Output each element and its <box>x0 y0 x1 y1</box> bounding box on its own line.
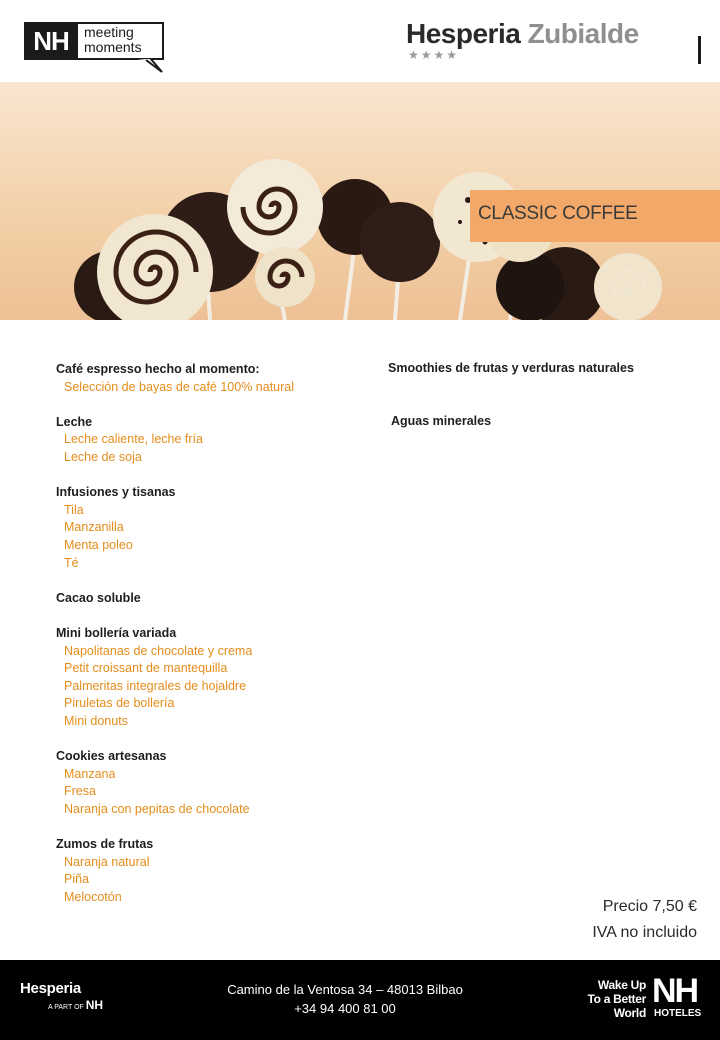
section-title-box <box>470 190 720 242</box>
menu-category-title: Cacao soluble <box>56 590 141 605</box>
menu-item: Leche de soja <box>64 449 142 464</box>
page-title: CLASSIC COFFEE <box>478 203 638 224</box>
footer-slogan <box>586 978 646 1020</box>
menu-item: Melocotón <box>64 889 122 904</box>
footer-part-of-mark: NH <box>85 998 104 1012</box>
section-spacer <box>56 572 386 590</box>
menu-category-title: Mini bollería variada <box>56 625 177 640</box>
menu-category-title: Zumos de frutas <box>56 837 154 852</box>
menu-item: Petit croissant de mantequilla <box>64 661 228 676</box>
hesperia-zubialde-logo <box>406 18 706 68</box>
price-value: Precio 7,50 € <box>602 898 697 915</box>
menu-category-title: Infusiones y tisanas <box>56 485 176 500</box>
menu-item: Fresa <box>64 784 96 799</box>
menu-item: Palmeritas integrales de hojaldre <box>64 678 247 693</box>
menu-category-title: Leche <box>56 414 93 429</box>
hotel-name-part1: Hesperia <box>406 18 521 49</box>
section-spacer <box>56 396 386 414</box>
price-block <box>592 894 697 946</box>
menu-item: Manzanilla <box>64 520 124 535</box>
menu-item: Menta poleo <box>64 537 133 552</box>
menu-item: Naranja natural <box>64 854 150 869</box>
footer <box>0 960 720 1040</box>
menu-item: Mini donuts <box>64 713 128 728</box>
menu-item: Piña <box>64 872 90 887</box>
footer-hesperia-logo: Hesperia <box>20 980 81 997</box>
footer-slogan-line: To a Better <box>587 992 646 1006</box>
menu-item: Té <box>64 555 79 570</box>
menu-item: Piruletas de bollería <box>64 696 175 711</box>
logo-words <box>84 25 142 55</box>
menu-item: Leche caliente, leche fría <box>64 432 203 447</box>
section-spacer <box>56 607 386 625</box>
nh-mark: NH <box>24 22 78 60</box>
footer-nh-mark: NH <box>652 972 698 1010</box>
menu-right-item-smoothies: Smoothies de frutas y verduras naturales <box>388 361 634 375</box>
footer-slogan-line: World <box>613 1006 646 1020</box>
price-tax-note: IVA no incluido <box>592 924 697 941</box>
section-spacer <box>56 467 386 485</box>
section-spacer <box>56 730 386 748</box>
hotel-name-part2: Zubialde <box>527 18 639 49</box>
menu-category-title: Café espresso hecho al momento: <box>56 362 260 376</box>
menu-item: Naranja con pepitas de chocolate <box>64 801 250 816</box>
section-spacer <box>56 818 386 836</box>
footer-phone: +34 94 400 81 00 <box>294 1001 396 1016</box>
menu-item: Selección de bayas de café 100% natural <box>64 379 295 394</box>
hotel-name <box>406 18 706 50</box>
footer-nh-hoteles: HOTELES <box>654 1008 702 1019</box>
footer-slogan-line: Wake Up <box>597 978 646 992</box>
logo-word-meeting: meeting <box>84 24 134 40</box>
speech-tail-icon <box>128 58 166 74</box>
menu-item: Tila <box>64 502 84 517</box>
menu-right-item-aguas: Aguas minerales <box>391 414 492 428</box>
hero-lollipops-image <box>0 82 720 320</box>
menu-left-column <box>56 361 386 906</box>
logo-divider <box>698 36 701 64</box>
menu-item: Manzana <box>64 766 116 781</box>
nh-meeting-moments-logo <box>24 22 166 74</box>
menu-item: Napolitanas de chocolate y crema <box>64 643 253 658</box>
logo-word-moments: moments <box>84 39 142 55</box>
menu-category-title: Cookies artesanas <box>56 749 167 764</box>
footer-address: Camino de la Ventosa 34 – 48013 Bilbao <box>227 982 463 997</box>
footer-part-of-text: A PART OF <box>48 1004 84 1011</box>
hotel-stars: ★★★★ <box>408 48 460 62</box>
